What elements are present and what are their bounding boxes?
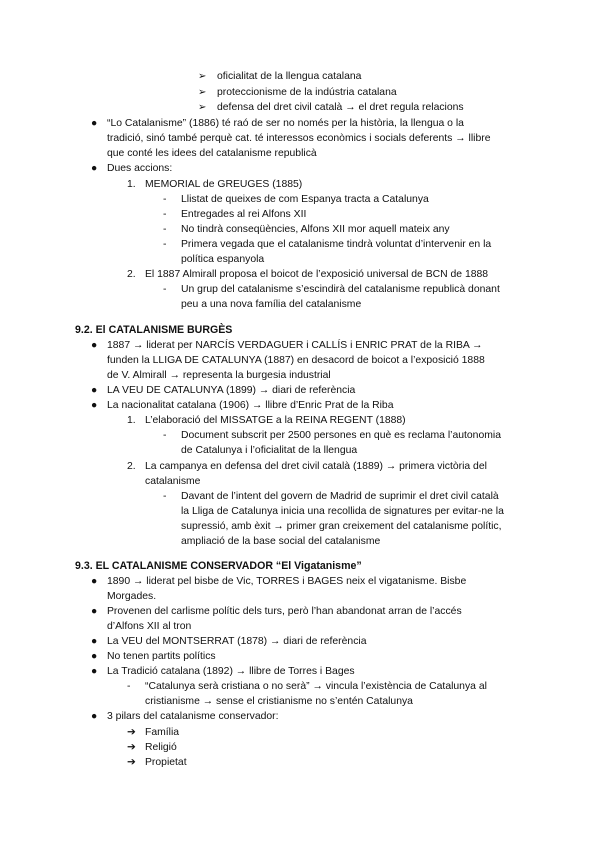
bullet-icon: ● [91,163,98,174]
bullet-icon: ● [91,385,98,396]
arrow-bullet-icon: ➢ [198,71,207,82]
sub-item: Llistat de queixes de com Espanya tracta a Catalunya [181,194,429,205]
list-item-cont: Morgades. [107,591,157,602]
list-item: proteccionisme de la indústria catalana [217,87,397,98]
sub-item-cont: política espanyola [181,254,265,265]
list-item-cont: d’Alfons XII al tron [107,621,192,632]
dash-marker: - [163,224,167,235]
list-item: 3 pilars del catalanisme conservador: [107,711,279,722]
bullet-icon: ● [91,400,98,411]
sub-item: Un grup del catalanisme s’escindirà del catalanisme republicà donant [181,284,500,295]
sub-item: No tindrà conseqüències, Alfons XII mor aquell mateix any [181,224,450,235]
pillar-item: Propietat [145,757,187,768]
sub-item-cont: peu a una nova família del catalanisme [181,299,362,310]
section-heading-9-2: 9.2. El CATALANISME BURGÈS [75,324,233,336]
numbered-item: L’elaboració del MISSATGE a la REINA REGENT (1888) [145,415,406,426]
pillar-item: Religió [145,742,177,753]
dash-marker: - [163,194,167,205]
arrow-bullet-icon: ➔ [127,757,136,768]
bullet-icon: ● [91,118,98,129]
dash-marker: - [163,491,167,502]
dash-marker: - [163,239,167,250]
sub-item-cont: supressió, amb èxit → primer gran creixement del catalanisme polític, [181,521,502,532]
list-item: La VEU del MONTSERRAT (1878) → diari de referència [107,636,367,647]
sub-item-cont: de Catalunya i l’oficialitat de la llengua [181,445,358,456]
number-marker: 1. [127,415,136,426]
list-item: 1887 → liderat per NARCÍS VERDAGUER i CALLÍS i ENRIC PRAT de la RIBA → [107,340,483,351]
list-item: defensa del dret civil català → el dret regula relacions [217,102,464,113]
list-item: oficialitat de la llengua catalana [217,71,362,82]
list-item: La Tradició catalana (1892) → llibre de Torres i Bages [107,666,355,677]
sub-item-cont: la Lliga de Catalunya inicia una recollida de signatures per evitar-ne la [181,506,504,517]
bullet-icon: ● [91,711,98,722]
numbered-item: El 1887 Almirall proposa el boicot de l’exposició universal de BCN de 1888 [145,269,489,280]
sub-item: Entregades al rei Alfons XII [181,209,307,220]
arrow-bullet-icon: ➢ [198,87,207,98]
bullet-icon: ● [91,340,98,351]
number-marker: 1. [127,179,136,190]
bullet-icon: ● [91,636,98,647]
bullet-icon: ● [91,666,98,677]
sub-item-cont: cristianisme → sense el cristianisme no s’entén Catalunya [145,696,413,707]
list-item: 1890 → liderat pel bisbe de Vic, TORRES i BAGES neix el vigatanisme. Bisbe [107,576,467,587]
number-marker: 2. [127,461,136,472]
list-item: La nacionalitat catalana (1906) → llibre d’Enric Prat de la Riba [107,400,394,411]
list-item-cont: de V. Almirall → representa la burgesia industrial [107,370,331,381]
list-item-cont: que conté les idees del catalanisme republicà [107,148,317,159]
sub-item: “Catalunya serà cristiana o no serà” → vincula l’existència de Catalunya al [145,681,487,692]
sub-item-cont: ampliació de la base social del catalanisme [181,536,381,547]
numbered-item: La campanya en defensa del dret civil català (1889) → primera victòria del [145,461,487,472]
list-item: Provenen del carlisme polític dels turs, però l’han abandonat arran de l’accés [107,606,462,617]
list-item: No tenen partits polítics [107,651,216,662]
sub-item: Document subscrit per 2500 persones en què es reclama l’autonomia [181,430,501,441]
sub-item: Primera vegada que el catalanisme tindrà voluntat d’intervenir en la [181,239,492,250]
list-item-cont: funden la LLIGA DE CATALUNYA (1887) en desacord de boicot a l’exposició 1888 [107,355,485,366]
arrow-bullet-icon: ➢ [198,102,207,113]
list-item-cont: tradició, sinó també perquè cat. té interessos econòmics i socials deferents → llibre [107,133,491,144]
pillar-item: Família [145,727,180,738]
bullet-icon: ● [91,651,98,662]
list-item: LA VEU DE CATALUNYA (1899) → diari de referència [107,385,356,396]
dash-marker: - [127,681,131,692]
dash-marker: - [163,430,167,441]
arrow-bullet-icon: ➔ [127,742,136,753]
list-item: Dues accions: [107,163,173,174]
bullet-icon: ● [91,606,98,617]
numbered-item-cont: catalanisme [145,476,201,487]
bullet-icon: ● [91,576,98,587]
section-heading-9-3: 9.3. EL CATALANISME CONSERVADOR “El Vigatanisme” [75,560,362,572]
dash-marker: - [163,209,167,220]
list-item: “Lo Catalanisme” (1886) té raó de ser no només per la història, la llengua o la [107,118,464,129]
numbered-item: MEMORIAL de GREUGES (1885) [145,179,303,190]
number-marker: 2. [127,269,136,280]
sub-item: Davant de l’intent del govern de Madrid de suprimir el dret civil català [181,491,499,502]
dash-marker: - [163,284,167,295]
arrow-bullet-icon: ➔ [127,727,136,738]
